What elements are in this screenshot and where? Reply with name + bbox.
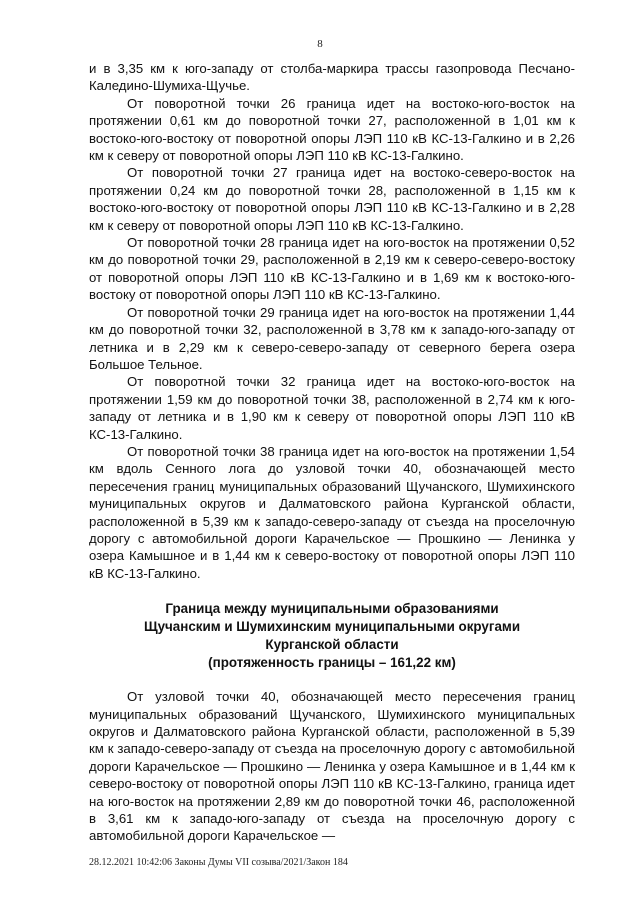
section-heading bbox=[89, 600, 575, 672]
paragraph: От поворотной точки 26 граница идет на востоко-юго-восток на протяжении 0,61 км до поворотной точки 27, расположенной в 1,01 км к востоко-юго-востоку от поворотной опоры ЛЭП 110 кВ КС-13-Галкино и в 2,26 км к северу от поворотной опоры ЛЭП 110 кВ КС-13-Галкино. bbox=[89, 95, 575, 164]
paragraph: От поворотной точки 28 граница идет на юго-восток на протяжении 0,52 км до поворотной точки 29, расположенной в 2,19 км к северо-северо-востоку от поворотной опоры ЛЭП 110 кВ КС-13-Галкино и в 1,69 км к востоко-юго-востоку от поворотной опоры ЛЭП 110 кВ КС-13-Галкино. bbox=[89, 235, 575, 303]
heading-line: (протяженность границы – 161,22 км) bbox=[208, 655, 456, 671]
paragraph: От поворотной точки 29 граница идет на юго-восток на протяжении 1,44 км до поворотной точки 32, расположенной в 3,78 км к западо-юго-западу от летника и в 2,29 км к северо-северо-западу от северного берега озера Большое Тельное. bbox=[89, 304, 575, 372]
paragraph: От поворотной точки 38 граница идет на юго-восток на протяжении 1,54 км вдоль Сенного лога до узловой точки 40, обозначающей место пересечения границ муниципальных образований Щучанского, Шумихинского муниципальных округов и Далматовского района Курганской области, расположенной в 5,39 км к западо-северо-западу от съезда на проселочную дорогу с автомобильной дороги Карачельское — Прошкино — Ленинка у озера Камышное и в 1,44 км к северо-востоку от поворотной опоры ЛЭП 110 кВ КС-13-Галкино. bbox=[89, 443, 575, 581]
document-footer: 28.12.2021 10:42:06 Законы Думы VII созыва/2021/Закон 184 bbox=[89, 857, 348, 868]
document-body bbox=[89, 60, 575, 845]
page-number: 8 bbox=[317, 38, 323, 50]
paragraph: и в 3,35 км к юго-западу от столба-маркира трассы газопровода Песчано-Каледино-Шумиха-Щучье. bbox=[89, 61, 575, 94]
paragraph: От поворотной точки 27 граница идет на востоко-северо-восток на протяжении 0,24 км до поворотной точки 28, расположенной в 1,15 км к востоко-юго-востоку от поворотной опоры ЛЭП 110 кВ КС-13-Галкино и в 2,28 км к северу от поворотной опоры ЛЭП 110 кВ КС-13-Галкино. bbox=[89, 165, 575, 233]
paragraph: От поворотной точки 32 граница идет на востоко-юго-восток на протяжении 1,59 км до поворотной точки 38, расположенной в 2,74 км к юго-западу от летника и в 1,90 км к северу от поворотной опоры ЛЭП 110 кВ КС-13-Галкино. bbox=[89, 374, 575, 442]
heading-line: Щучанским и Шумихинским муниципальными округами bbox=[143, 619, 521, 635]
heading-line: Граница между муниципальными образованиями bbox=[165, 601, 499, 617]
paragraph: От узловой точки 40, обозначающей место пересечения границ муниципальных образований Щучанского, Шумихинского муниципальных округов и Далматовского района Курганской области, расположенной в 5,39 км к западо-северо-западу от съезда на проселочную дорогу с автомобильной дороги Карачельское — Прошкино — Ленинка у озера Камышное и в 1,44 км к северо-востоку от поворотной опоры ЛЭП 110 кВ КС-13-Галкино, граница идет на юго-восток на протяжении 2,89 км до поворотной точки 46, расположенной в 3,61 км к западо-юго-западу от съезда на проселочную дорогу с автомобильной дороги Карачельское — bbox=[89, 689, 575, 844]
heading-line: Курганской области bbox=[265, 637, 399, 653]
